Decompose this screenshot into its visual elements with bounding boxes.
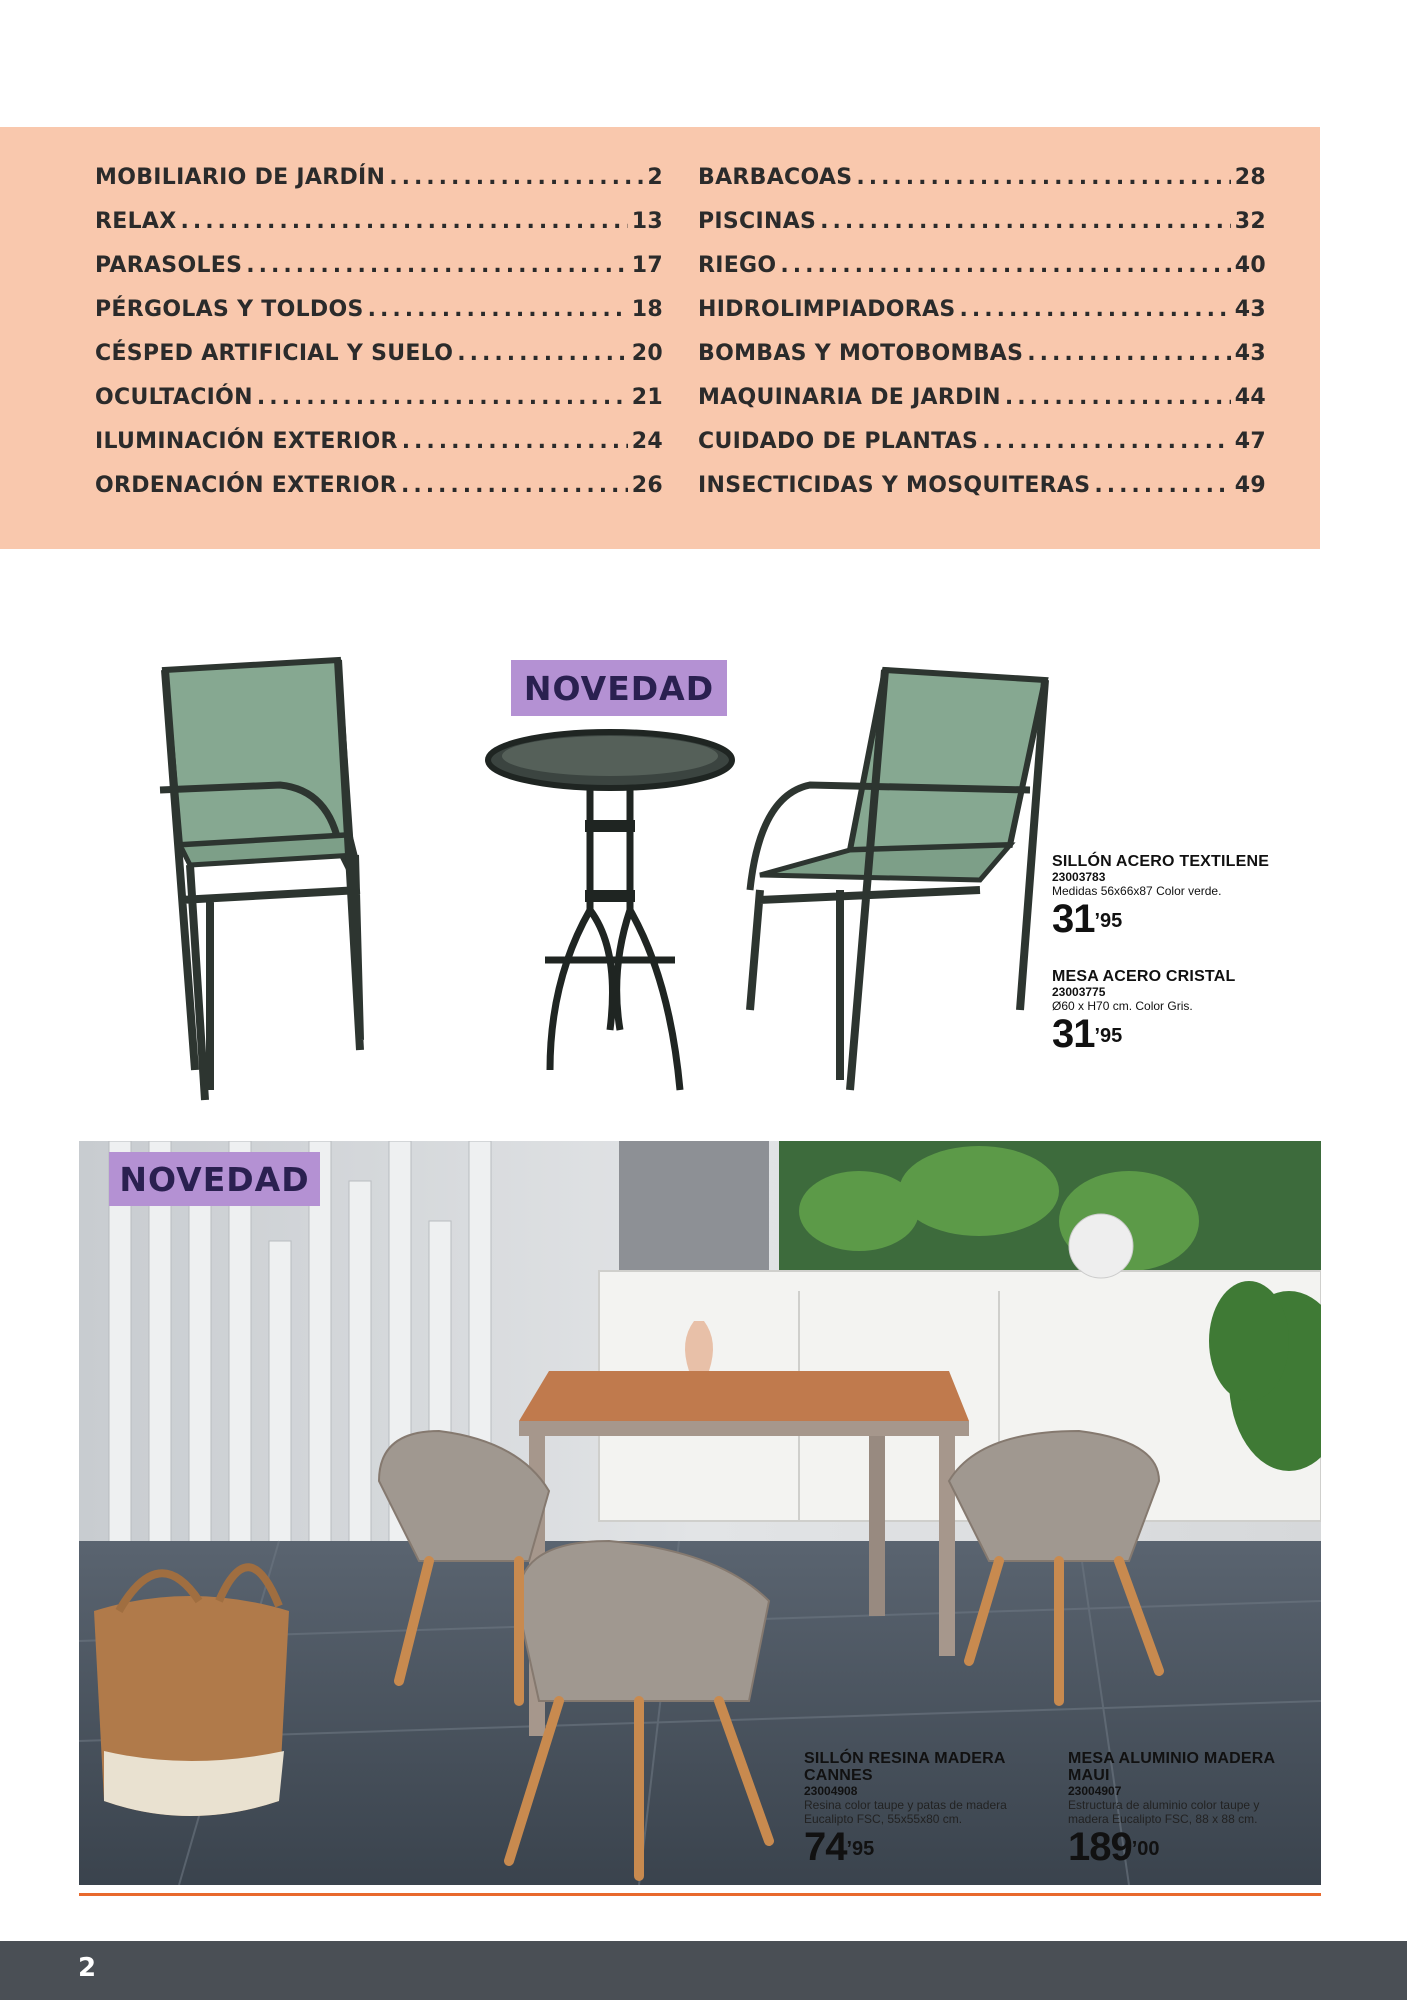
toc-entry [698, 209, 1266, 253]
toc-entry-label: HIDROLIMPIADORAS [698, 297, 956, 322]
toc-entry [698, 473, 1266, 517]
novedad-badge-2: NOVEDAD [109, 1152, 320, 1206]
price-decimal: ’00 [1131, 1838, 1160, 1860]
product-name: SILLÓN RESINA MADERA CANNES [804, 1750, 1006, 1784]
product-code: 23004907 [1068, 1784, 1122, 1798]
toc-entry [95, 429, 663, 473]
product-price [804, 1826, 1034, 1868]
toc-entry [95, 473, 663, 517]
toc-entry-label: MAQUINARIA DE JARDIN [698, 385, 1001, 410]
toc-entry-label: PARASOLES [95, 253, 243, 278]
toc-leader-dots [457, 341, 628, 366]
product-caption-mesa-aluminio [1068, 1750, 1298, 1868]
toc-entry-label: ILUMINACIÓN EXTERIOR [95, 429, 398, 454]
toc-entry-page: 21 [631, 385, 663, 410]
toc-leader-dots [1005, 385, 1231, 410]
toc-leader-dots [1094, 473, 1230, 498]
toc-entry-label: BOMBAS Y MOTOBOMBAS [698, 341, 1024, 366]
product-caption-sillon-resina [804, 1750, 1034, 1868]
toc-entry [95, 341, 663, 385]
toc-entry-page: 18 [631, 297, 663, 322]
toc-entry-page: 40 [1234, 253, 1266, 278]
price-integer: 189 [1068, 1825, 1132, 1869]
right-chair-graphic [750, 670, 1045, 1090]
toc-entry [95, 253, 663, 297]
price-decimal: ’95 [1094, 910, 1123, 932]
left-chair-graphic [160, 660, 360, 1100]
toc-entry [95, 297, 663, 341]
toc-entry [698, 341, 1266, 385]
product-caption-sillon-acero [1052, 853, 1292, 940]
toc-entry-page: 2 [647, 165, 663, 190]
toc-leader-dots [820, 209, 1231, 234]
toc-entry-label: RIEGO [698, 253, 777, 278]
toc-entry-page: 24 [631, 429, 663, 454]
price-integer: 31 [1052, 1012, 1095, 1056]
toc-entry-label: MOBILIARIO DE JARDÍN [95, 165, 386, 190]
toc-leader-dots [1027, 341, 1231, 366]
product-description: Ø60 x H70 cm. Color Gris. [1052, 999, 1193, 1013]
product-code: 23004908 [804, 1784, 858, 1798]
toc-entry-page: 20 [631, 341, 663, 366]
toc-entry-page: 32 [1234, 209, 1266, 234]
toc-entry-label: RELAX [95, 209, 177, 234]
toc-entry-page: 28 [1234, 165, 1266, 190]
toc-entry-page: 49 [1234, 473, 1266, 498]
price-integer: 31 [1052, 897, 1095, 941]
toc-entry-label: CÉSPED ARTIFICIAL Y SUELO [95, 341, 454, 366]
basket-graphic [94, 1567, 289, 1816]
toc-leader-dots [246, 253, 628, 278]
toc-leader-dots [401, 473, 628, 498]
toc-left-column [95, 165, 663, 517]
toc-leader-dots [257, 385, 628, 410]
product-name: SILLÓN ACERO TEXTILENE [1052, 853, 1270, 870]
toc-entry-label: BARBACOAS [698, 165, 853, 190]
toc-leader-dots [960, 297, 1231, 322]
novedad-badge: NOVEDAD [511, 660, 727, 716]
toc-entry-page: 43 [1234, 341, 1266, 366]
product-name: MESA ACERO CRISTAL [1052, 968, 1236, 985]
product-name: MESA ALUMINIO MADERA MAUI [1068, 1750, 1275, 1784]
price-integer: 74 [804, 1825, 847, 1869]
table-of-contents [0, 127, 1320, 549]
product-code: 23003783 [1052, 870, 1106, 884]
steel-chairs-table-image [150, 650, 1070, 1110]
toc-leader-dots [856, 165, 1230, 190]
toc-entry [698, 253, 1266, 297]
toc-entry-page: 43 [1234, 297, 1266, 322]
toc-entry-label: PÉRGOLAS Y TOLDOS [95, 297, 364, 322]
product-caption-mesa-acero [1052, 968, 1292, 1055]
toc-entry-label: PISCINAS [698, 209, 817, 234]
toc-entry-page: 44 [1234, 385, 1266, 410]
toc-entry-page: 47 [1234, 429, 1266, 454]
product-description: Medidas 56x66x87 Color verde. [1052, 884, 1222, 898]
product-price [1052, 898, 1292, 940]
product-price [1068, 1826, 1298, 1868]
page-footer [0, 1941, 1407, 2000]
toc-entry-page: 26 [631, 473, 663, 498]
toc-entry-label: ORDENACIÓN EXTERIOR [95, 473, 397, 498]
toc-entry-page: 17 [631, 253, 663, 278]
toc-leader-dots [402, 429, 628, 454]
toc-leader-dots [780, 253, 1230, 278]
toc-entry-label: CUIDADO DE PLANTAS [698, 429, 979, 454]
page-number: 2 [78, 1953, 97, 1983]
toc-leader-dots [389, 165, 643, 190]
product-price [1052, 1013, 1292, 1055]
toc-leader-dots [368, 297, 628, 322]
toc-entry [698, 429, 1266, 473]
toc-leader-dots [982, 429, 1231, 454]
toc-entry [698, 297, 1266, 341]
round-table-graphic [488, 732, 732, 1090]
product-code: 23003775 [1052, 985, 1106, 999]
price-decimal: ’95 [1094, 1025, 1123, 1047]
toc-entry [95, 165, 663, 209]
toc-entry [698, 165, 1266, 209]
toc-entry [698, 385, 1266, 429]
price-decimal: ’95 [846, 1838, 875, 1860]
toc-entry [95, 385, 663, 429]
accent-divider [79, 1893, 1321, 1896]
toc-entry-page: 13 [631, 209, 663, 234]
toc-right-column [698, 165, 1266, 517]
toc-leader-dots [180, 209, 627, 234]
product-description: Estructura de aluminio color taupe y madera Eucalipto FSC, 88 x 88 cm. [1068, 1798, 1260, 1826]
toc-entry-label: INSECTICIDAS Y MOSQUITERAS [698, 473, 1091, 498]
toc-entry-label: OCULTACIÓN [95, 385, 253, 410]
product-description: Resina color taupe y patas de madera Eucalipto FSC, 55x55x80 cm. [804, 1798, 1007, 1826]
toc-entry [95, 209, 663, 253]
